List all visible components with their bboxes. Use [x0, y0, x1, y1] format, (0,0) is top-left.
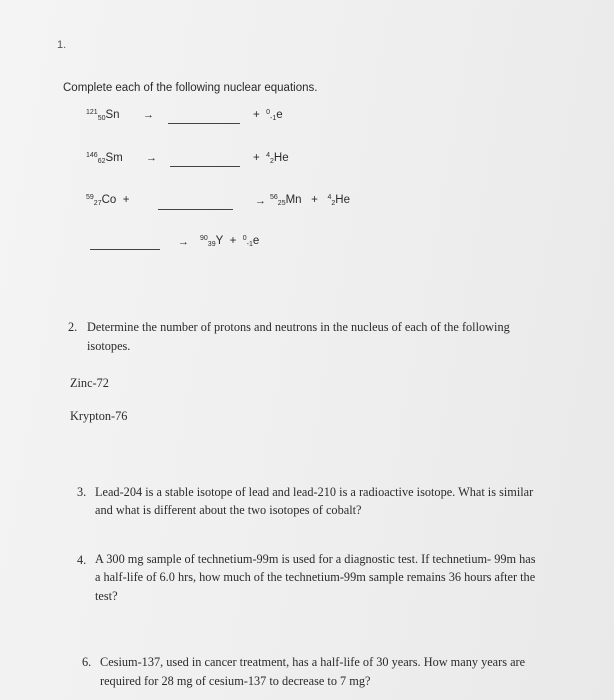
q4-number: 4. — [77, 553, 87, 567]
q6-line-1: Cesium-137, used in cancer treatment, has a half-life of 30 years. How many years are — [100, 655, 526, 669]
equation-2-reactant: $^{146}_{62}$Sm — [86, 152, 123, 165]
equation-3-blank[interactable] — [158, 208, 233, 210]
equation-3-arrow: → — [255, 195, 266, 207]
equation-4-arrow: → — [178, 236, 189, 248]
equation-2-arrow: → — [146, 152, 157, 164]
q6-line-2: required for 28 mg of cesium-137 to decrease to 7 mg? — [100, 674, 371, 688]
equation-1-product: + $^0_{-1}$e — [253, 109, 283, 122]
q4-line-1: A 300 mg sample of technetium-99m is used for a diagnostic test. If technetium- 99m has — [95, 552, 536, 566]
equation-3-products: $^{56}_{25}$Mn + $^4_2$He — [270, 194, 350, 207]
equation-4-blank[interactable] — [90, 248, 160, 250]
q2-line-1: Determine the number of protons and neutrons in the nucleus of each of the following — [87, 320, 510, 334]
q4-line-2: a half-life of 6.0 hrs, how much of the technetium-99m sample remains 36 hours after the — [95, 570, 536, 584]
equation-1-reactant: $^{121}_{50}$Sn — [86, 109, 120, 122]
q1-number: 1. — [57, 39, 67, 51]
q3-number: 3. — [77, 485, 87, 499]
q4-line-3: test? — [95, 589, 118, 603]
q6-number: 6. — [82, 655, 92, 669]
q3-line-1: Lead-204 is a stable isotope of lead and lead-210 is a radioactive isotope. What is similar — [95, 485, 534, 499]
q2-item-zinc: Zinc-72 — [70, 376, 109, 390]
equation-1-blank[interactable] — [168, 122, 240, 124]
q2-item-krypton: Krypton-76 — [70, 409, 128, 423]
equation-2-product: + $^4_2$He — [253, 152, 289, 165]
q1-prompt: Complete each of the following nuclear equations. — [63, 82, 318, 94]
equation-1-arrow: → — [143, 109, 154, 121]
q3-line-2: and what is different about the two isotopes of cobalt? — [95, 503, 362, 517]
equation-4-products: $^{90}_{39}$Y + $^0_{-1}$e — [200, 235, 260, 248]
q2-number: 2. — [68, 320, 78, 334]
equation-2-blank[interactable] — [170, 165, 240, 167]
equation-3-reactant: $^{59}_{27}$Co + — [86, 194, 130, 207]
q2-line-2: isotopes. — [87, 339, 131, 353]
